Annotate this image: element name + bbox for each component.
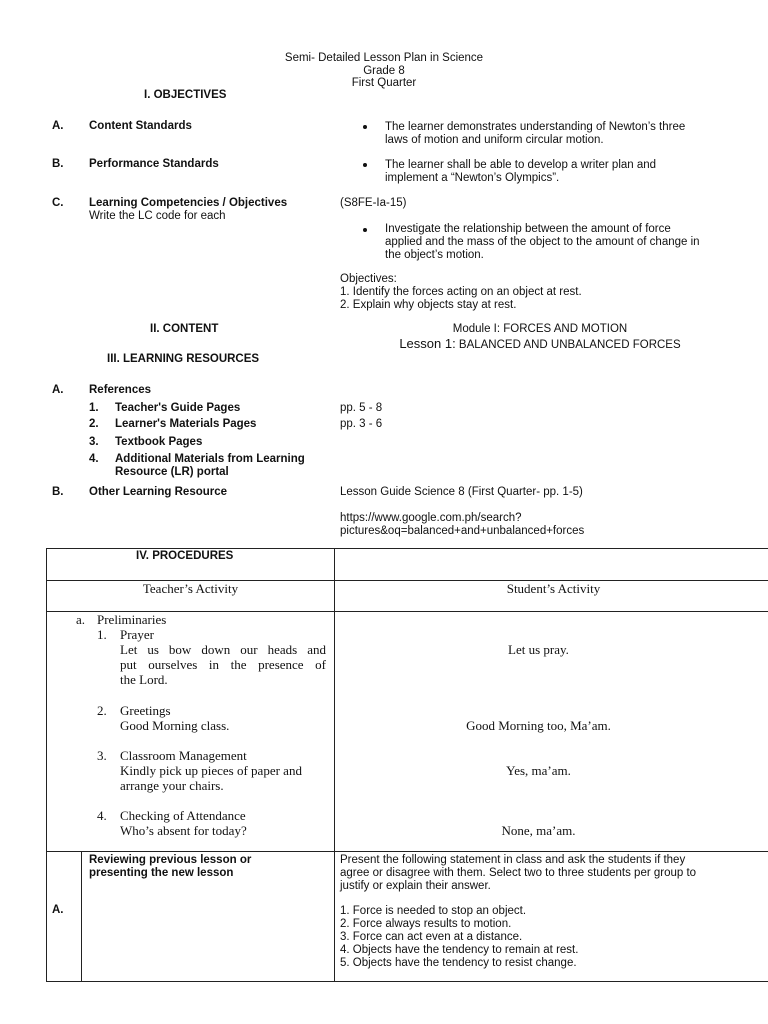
performance-standards-letter: B. [52,158,64,170]
review-instructions: Present the following statement in class and ask the students if they agree or disagree with them. Select two to three students per group to justify or explain their answer. [340,854,697,892]
teachers-guide-pages: pp. 5 - 8 [340,402,383,414]
specific-objectives: Objectives: 1. Identify the forces acting on an object at rest. 2. Explain why objects stay at rest. [340,273,582,311]
step-title: Classroom Management [120,748,247,763]
list-item: 4. Objects have the tendency to remain at rest. [340,944,579,956]
step-num: 4. [97,808,107,823]
step-title: Greetings [120,703,171,718]
ref-num: 1. [89,402,99,414]
bullet-icon [363,125,367,129]
competencies-letter: C. [52,197,64,209]
objectives-heading: I. OBJECTIVES [144,89,227,101]
ref-num: 2. [89,418,99,430]
student-activity-header: Student’s Activity [506,581,601,596]
list-item: 1. Force is needed to stop an object. [340,905,527,917]
module-title: Module I: FORCES AND MOTION [452,323,628,335]
teachers-guide-label: Teacher's Guide Pages [115,402,241,414]
student-response: None, ma’am. [501,823,576,838]
step-greetings-text: Good Morning class. [120,718,230,733]
step-num: 2. [97,703,107,718]
step-prayer-text: Let us bow down our heads and put ourselves in the presence of the Lord. [120,642,326,687]
learners-materials-pages: pp. 3 - 6 [340,418,383,430]
grade-label: Grade 8 [363,65,405,77]
references-letter: A. [52,384,64,396]
performance-standards-label: Performance Standards [89,158,219,170]
references-label: References [89,384,152,396]
resources-heading: III. LEARNING RESOURCES [107,353,260,365]
step-attendance-text: Who’s absent for today? [120,823,247,838]
resource-link[interactable]: https://www.google.com.ph/search? pictures&oq=balanced+and+unbalanced+forces [340,512,585,537]
review-statements [340,905,578,970]
competencies-text: Investigate the relationship between the amount of force applied and the mass of the object to the amount of change in the object’s motion. [385,223,700,261]
student-response: Good Morning too, Ma’am. [466,718,611,733]
step-title: Checking of Attendance [120,808,246,823]
list-item: 2. Force always results to motion. [340,918,512,930]
document-title: Semi- Detailed Lesson Plan in Science [284,52,484,64]
procedures-heading: IV. PROCEDURES [136,550,234,562]
content-heading: II. CONTENT [150,323,219,335]
teacher-activity-header: Teacher’s Activity [142,581,239,596]
step-title: Prayer [120,627,154,642]
content-standards-label: Content Standards [89,120,192,132]
textbook-label: Textbook Pages [115,436,203,448]
lesson-title: Lesson 1: BALANCED AND UNBALANCED FORCES [399,336,681,351]
bullet-icon [363,228,367,232]
step-management-text: Kindly pick up pieces of paper and arrange your chairs. [120,763,302,793]
competencies-sub: Write the LC code for each [89,210,226,222]
ref-num: 4. [89,453,99,465]
student-response: Yes, ma’am. [506,763,571,778]
content-standards-text: The learner demonstrates understanding of Newton’s three laws of motion and uniform circular motion. [385,121,686,146]
review-letter: A. [52,904,64,916]
bullet-icon [363,163,367,167]
other-resource-label: Other Learning Resource [89,486,228,498]
step-num: 1. [97,627,107,642]
quarter-label: First Quarter [351,77,417,89]
additional-materials-label: Additional Materials from Learning Resource (LR) portal [115,453,305,478]
preliminaries-title: Preliminaries [97,612,167,627]
student-response: Let us pray. [508,642,569,657]
list-item: 5. Objects have the tendency to resist change. [340,957,577,969]
step-num: 3. [97,748,107,763]
performance-standards-text: The learner shall be able to develop a writer plan and implement a “Newton’s Olympics”. [385,159,657,184]
preliminaries-letter: a. [76,612,86,627]
ref-num: 3. [89,436,99,448]
content-standards-letter: A. [52,120,64,132]
other-resource-letter: B. [52,486,64,498]
lc-code: (S8FE-Ia-15) [340,197,407,209]
list-item: 3. Force can act even at a distance. [340,931,523,943]
competencies-label: Learning Competencies / Objectives [89,197,288,209]
lesson-guide-ref: Lesson Guide Science 8 (First Quarter- pp. 1-5) [340,486,583,498]
review-label: Reviewing previous lesson or presenting the new lesson [89,854,252,879]
learners-materials-label: Learner's Materials Pages [115,418,257,430]
